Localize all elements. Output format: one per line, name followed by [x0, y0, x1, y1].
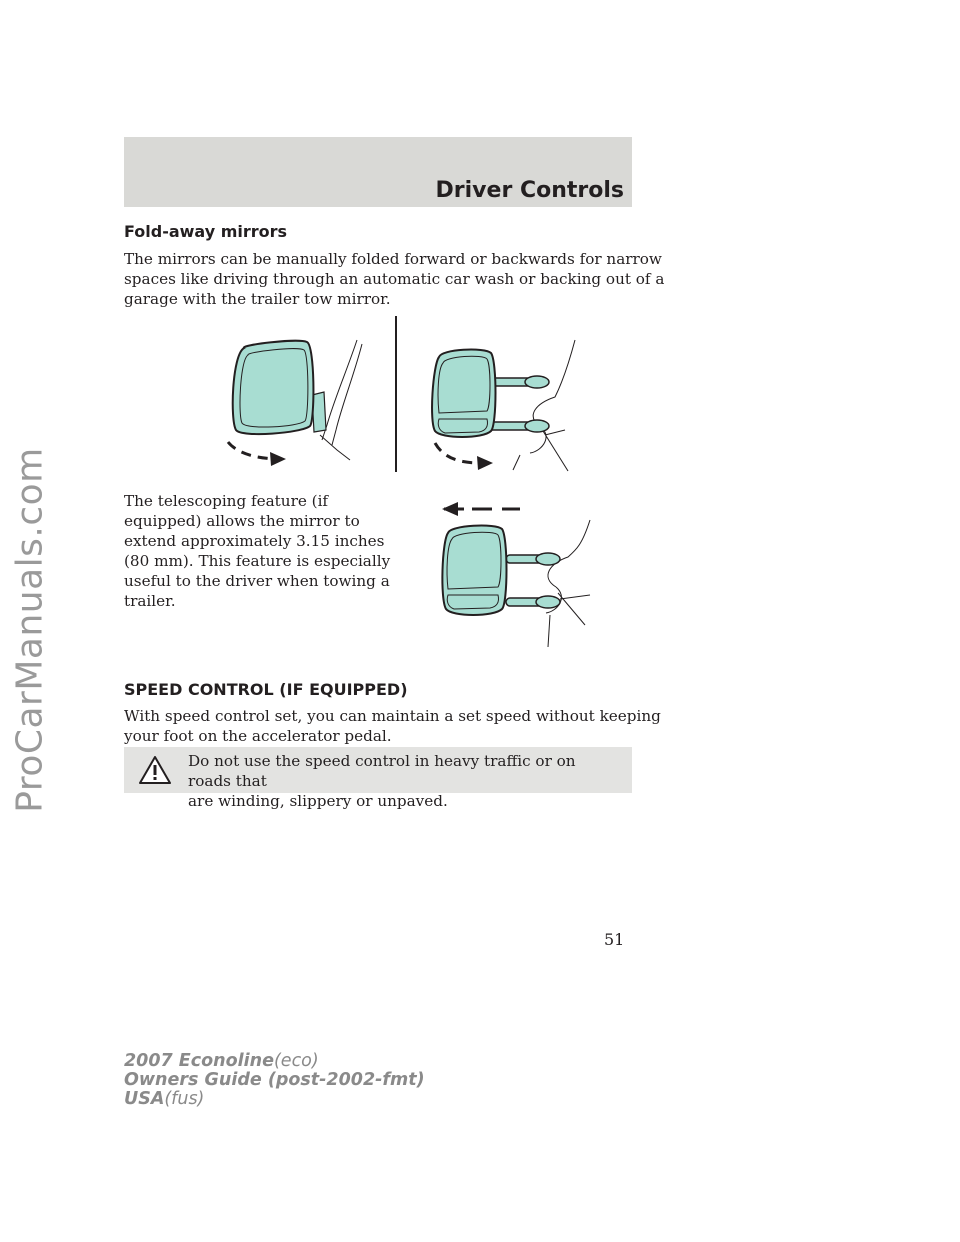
speed-control-heading: SPEED CONTROL (IF EQUIPPED) [124, 680, 408, 699]
footer-market-code: (fus) [164, 1089, 205, 1109]
section-header-band [124, 137, 632, 207]
telescoping-line-6: trailer. [124, 592, 176, 610]
foldaway-mirrors-heading: Fold-away mirrors [124, 222, 288, 241]
telescoping-paragraph [124, 491, 390, 611]
telescoping-line-3: extend approximately 3.15 inches [124, 532, 385, 550]
telescoping-line-1: The telescoping feature (if [124, 492, 329, 510]
watermark-text: ProCarManuals.com [9, 447, 51, 813]
speed-control-line-2: your foot on the accelerator pedal. [124, 727, 392, 745]
footer-market: USA [124, 1089, 165, 1109]
footer-guide: Owners Guide (post-2002-fmt) [124, 1070, 425, 1090]
warning-triangle-icon [138, 755, 172, 785]
page-section-title: Driver Controls [435, 178, 624, 203]
foldaway-line-1: The mirrors can be manually folded forward or backwards for narrow [124, 250, 662, 268]
warning-line-2: are winding, slippery or unpaved. [188, 792, 448, 810]
footer-model-code: (eco) [273, 1051, 319, 1071]
warning-line-1: Do not use the speed control in heavy traffic or on roads that [188, 752, 576, 790]
figure-divider [395, 316, 397, 472]
telescoping-line-5: useful to the driver when towing a [124, 572, 390, 590]
speed-control-line-1: With speed control set, you can maintain a set speed without keeping [124, 707, 661, 725]
telescoping-mirror-illustration [440, 495, 610, 655]
trailer-tow-mirror-fold-illustration [425, 335, 585, 475]
document-footer [124, 1052, 425, 1109]
page-number: 51 [604, 930, 625, 949]
warning-text [188, 751, 618, 811]
standard-mirror-fold-illustration [222, 330, 382, 475]
watermark [0, 400, 60, 860]
warning-box [124, 747, 632, 810]
telescoping-line-4: (80 mm). This feature is especially [124, 552, 391, 570]
foldaway-line-3: garage with the trailer tow mirror. [124, 290, 391, 308]
foldaway-line-2: spaces like driving through an automatic car wash or backing out of a [124, 270, 665, 288]
footer-model: 2007 Econoline [124, 1051, 274, 1071]
foldaway-mirrors-paragraph [124, 249, 664, 309]
telescoping-line-2: equipped) allows the mirror to [124, 512, 360, 530]
speed-control-paragraph [124, 706, 661, 746]
